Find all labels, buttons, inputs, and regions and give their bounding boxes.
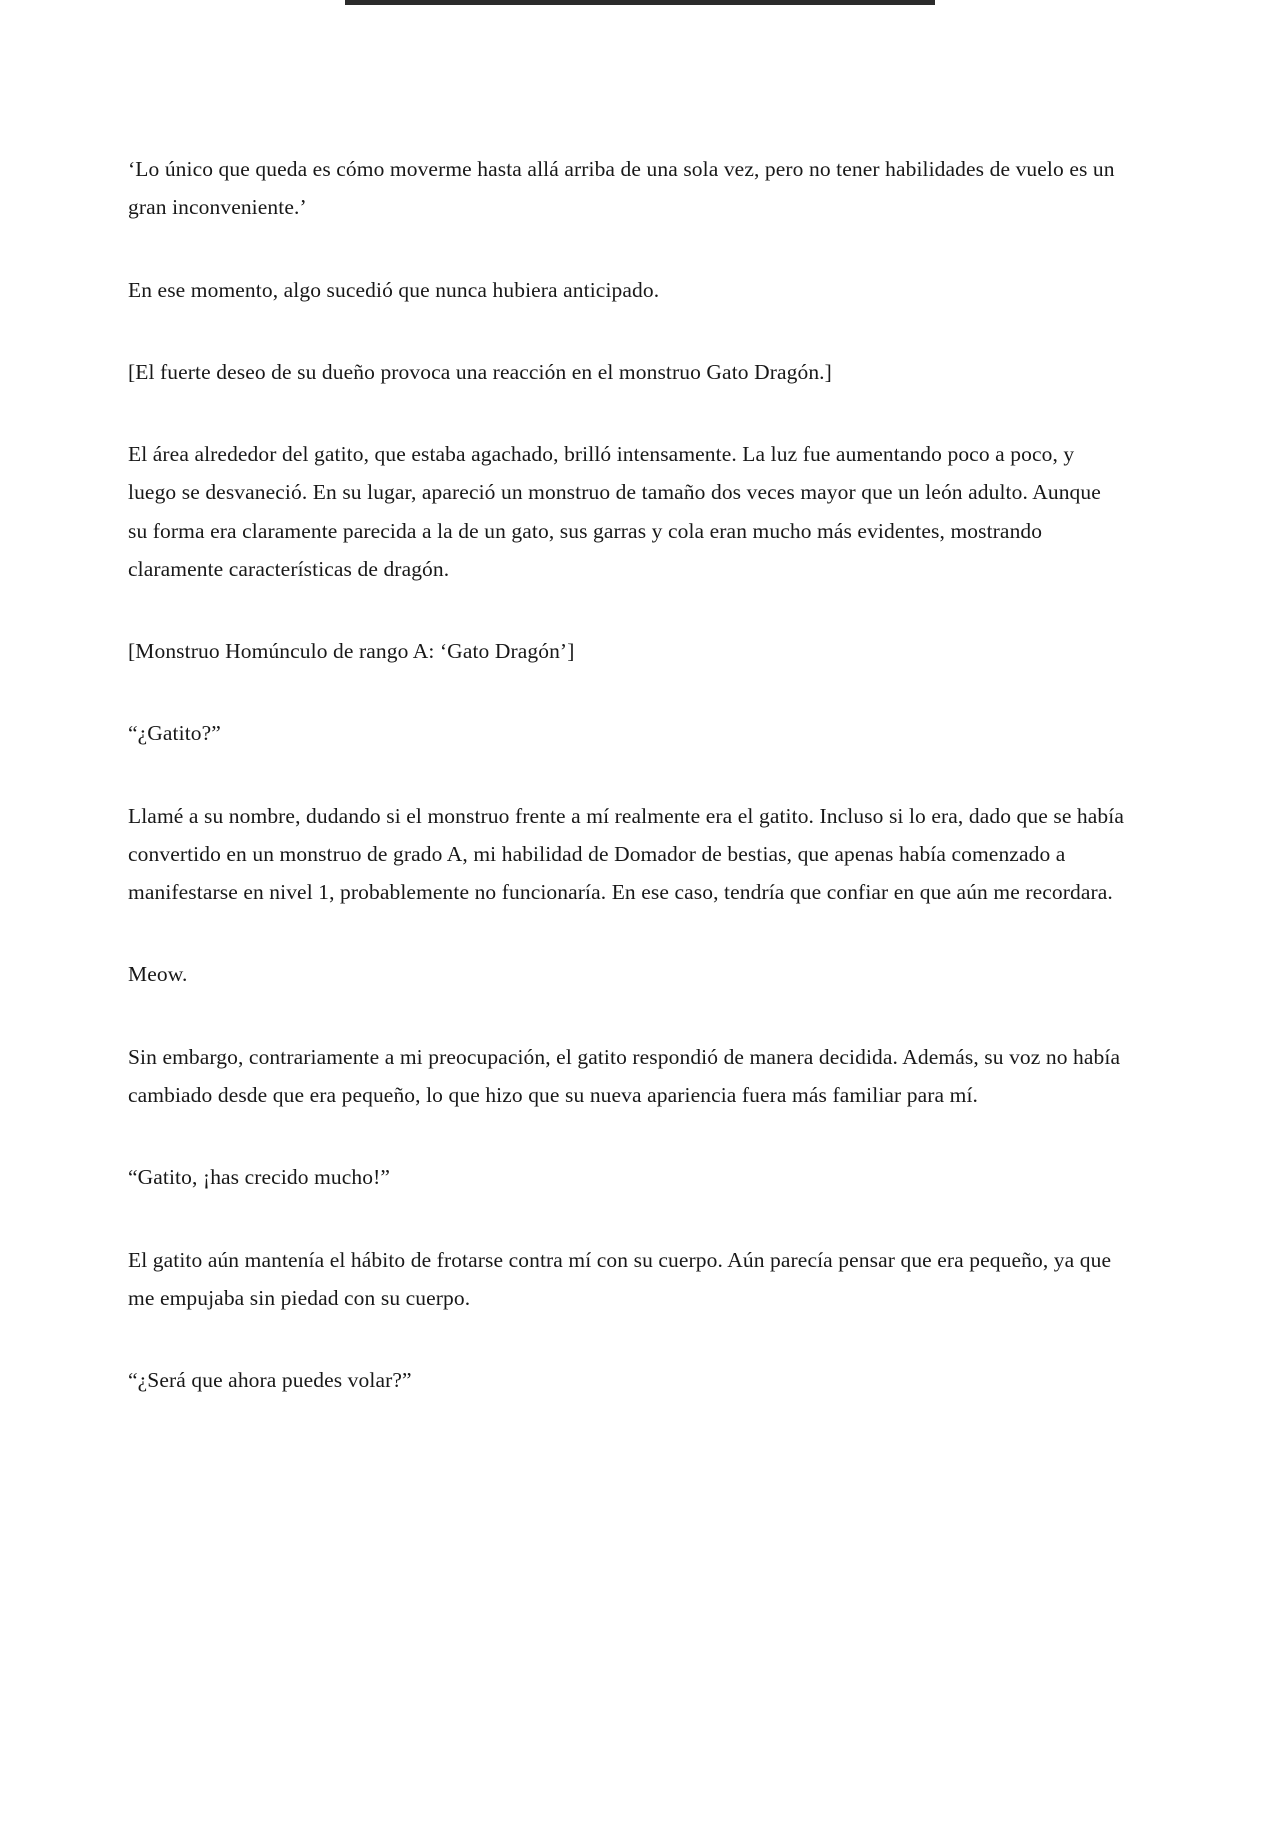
paragraph: [Monstruo Homúnculo de rango A: ‘Gato Dragón’] [128, 639, 575, 664]
paragraph: El área alrededor del gatito, que estaba agachado, brilló intensamente. La luz fue aumentando poco a poco, y luego se desvaneció. En su lugar, apareció un monstruo de tamaño dos veces mayor que un león adulto. Aunque su forma era claramente parecida a la de un gato, sus garras y cola eran mucho más evidentes, mostrando claramente características de dragón. [128, 442, 1101, 581]
paragraph: “¿Será que ahora puedes volar?” [128, 1368, 412, 1393]
page-top-strip [345, 0, 935, 5]
paragraph: “¿Gatito?” [128, 721, 221, 746]
paragraph: El gatito aún mantenía el hábito de frotarse contra mí con su cuerpo. Aún parecía pensar que era pequeño, ya que me empujaba sin piedad con su cuerpo. [128, 1247, 1112, 1310]
paragraph: En ese momento, algo sucedió que nunca hubiera anticipado. [128, 277, 660, 302]
paragraph: “Gatito, ¡has crecido mucho!” [128, 1165, 390, 1190]
paragraph: Sin embargo, contrariamente a mi preocupación, el gatito respondió de manera decidida. Además, su voz no había cambiado desde que era pequeño, lo que hizo que su nueva apariencia fuera más familiar para mí. [128, 1044, 1121, 1107]
paragraph: Llamé a su nombre, dudando si el monstruo frente a mí realmente era el gatito. Incluso si lo era, dado que se había convertido en un monstruo de grado A, mi habilidad de Domador de bestias, que apenas había comenzado a manifestarse en nivel 1, probablemente no funcionaría. En ese caso, tendría que confiar en que aún me recordara. [128, 803, 1124, 905]
paragraph: Meow. [128, 962, 188, 987]
paragraph: [El fuerte deseo de su dueño provoca una reacción en el monstruo Gato Dragón.] [128, 359, 832, 384]
paragraph: ‘Lo único que queda es cómo moverme hasta allá arriba de una sola vez, pero no tener habilidades de vuelo es un gran inconveniente.’ [128, 157, 1115, 220]
